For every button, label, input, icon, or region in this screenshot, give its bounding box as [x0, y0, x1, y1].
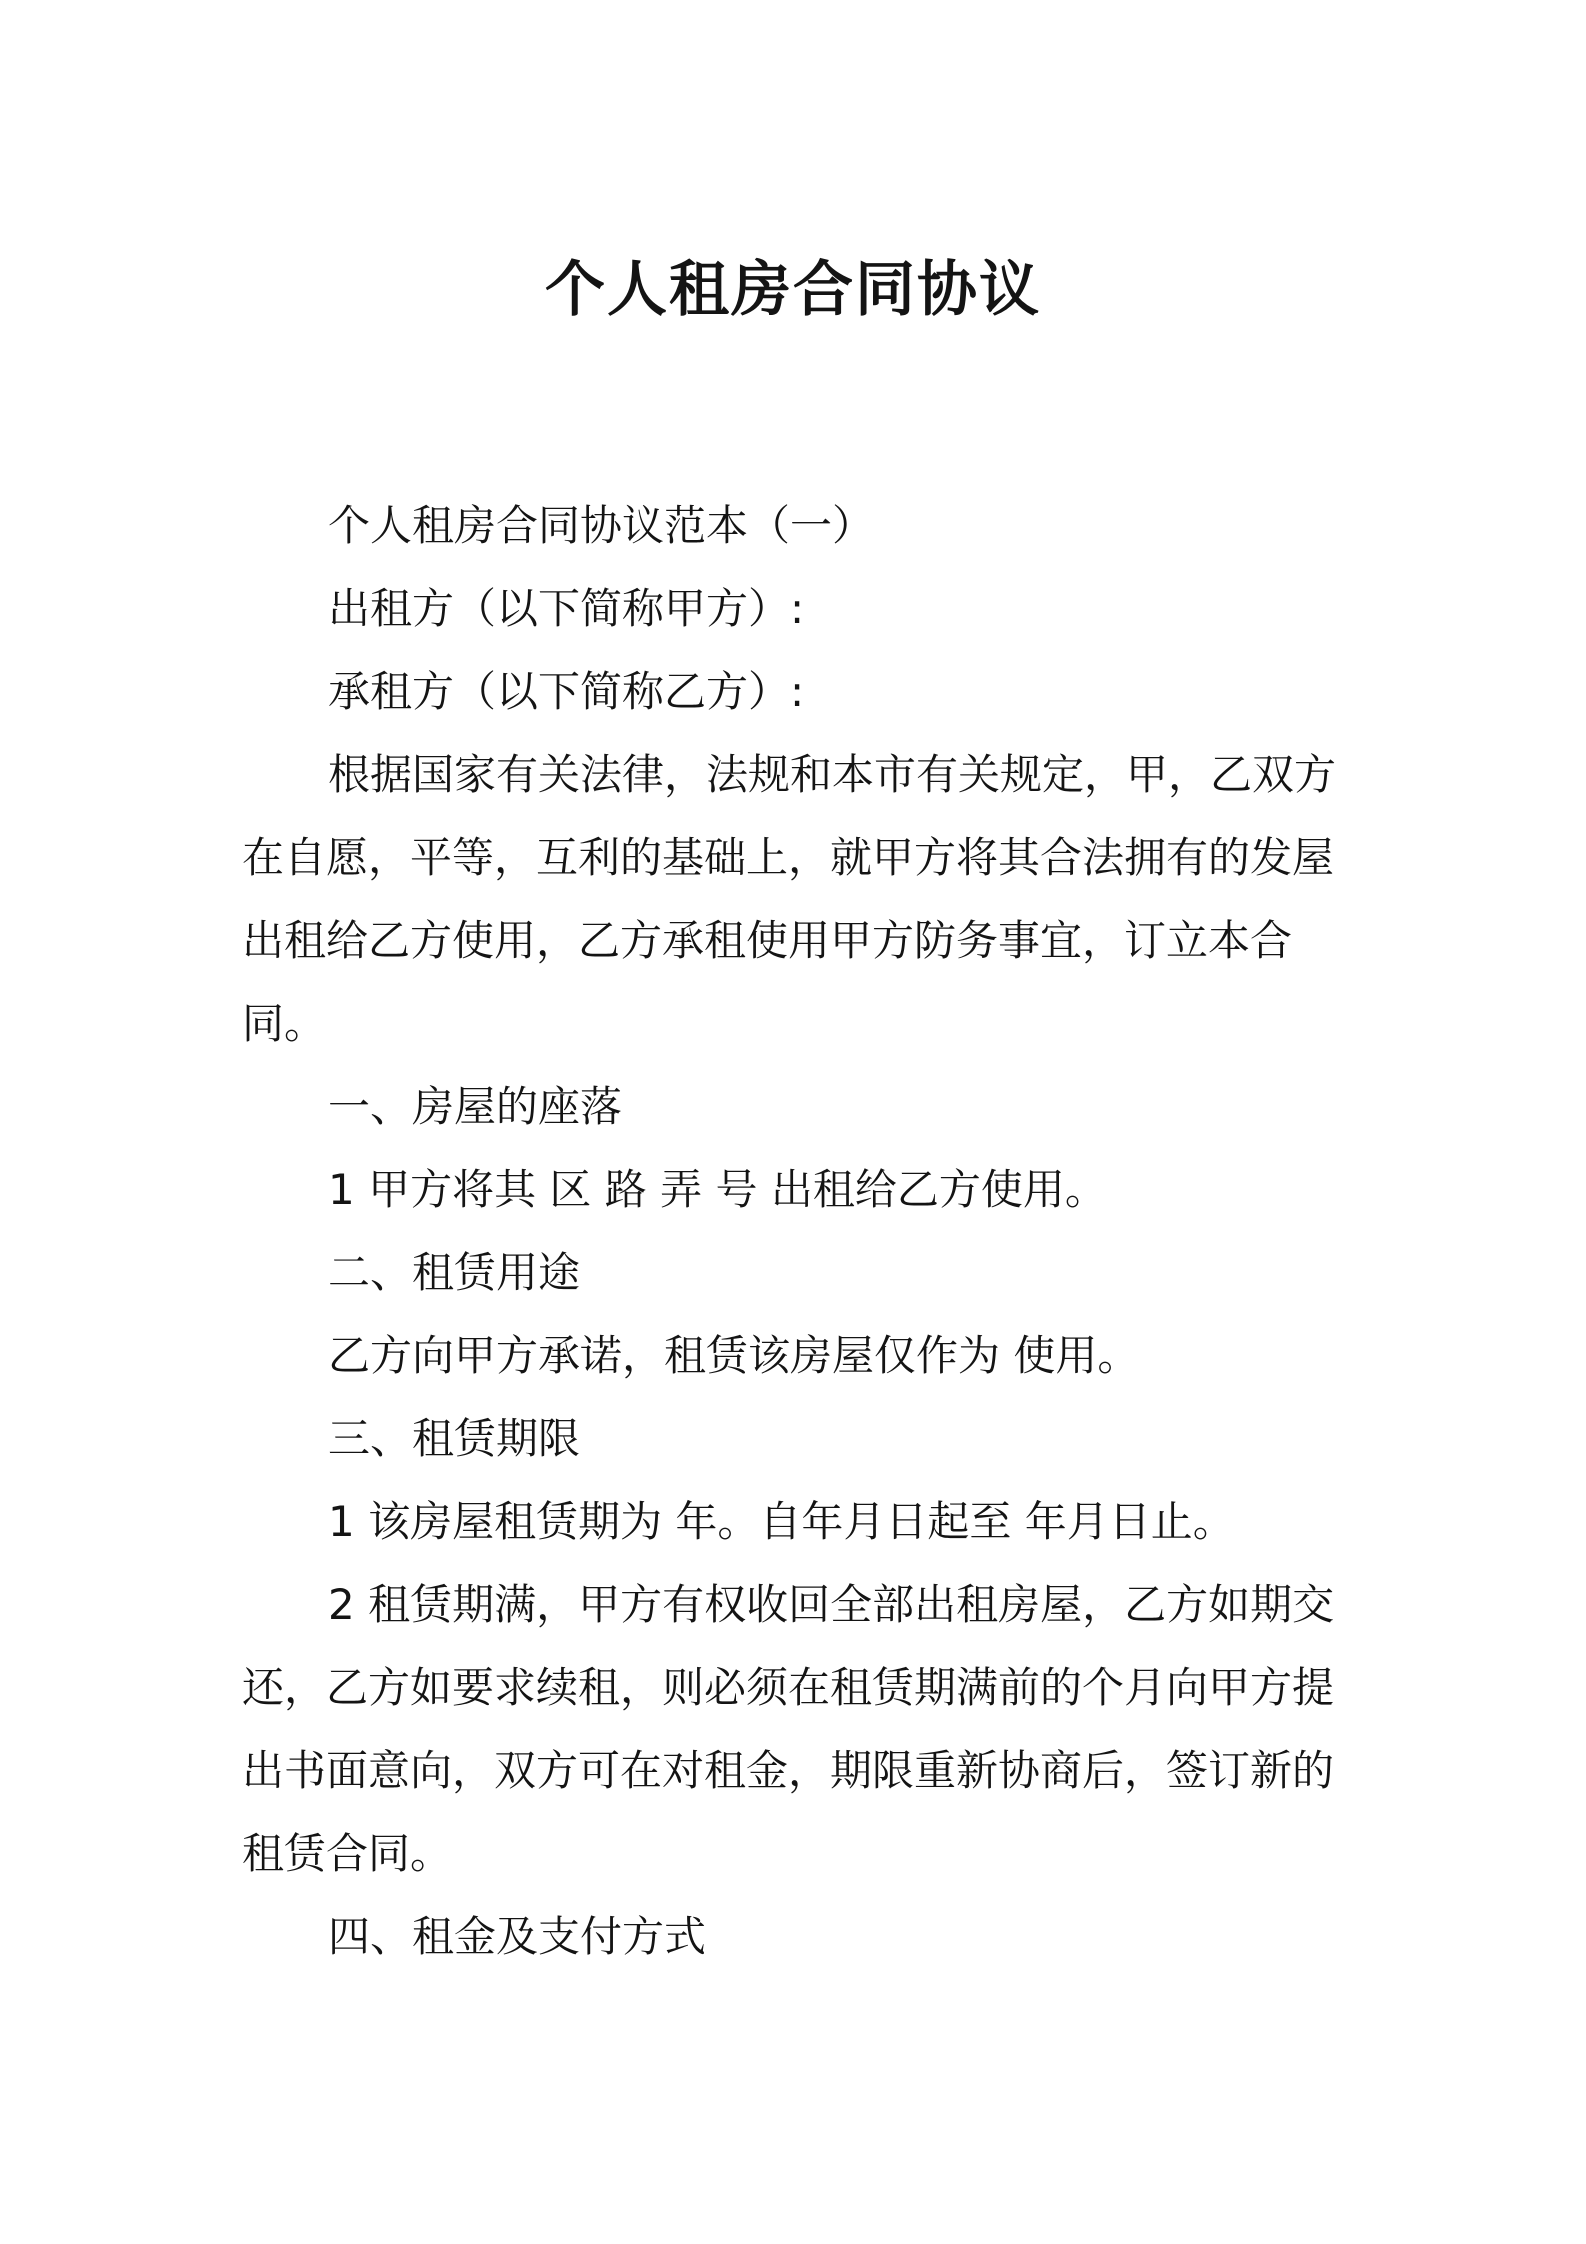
clause-term-1: 1 该房屋租赁期为 年。自年月日起至 年月日止。 — [328, 1497, 1235, 1546]
template-subtitle: 个人租房合同协议范本（一） — [328, 501, 875, 550]
section-heading-term: 三、租赁期限 — [328, 1414, 581, 1463]
clause-term-2: 2 租赁期满，甲方有权收回全部出租房屋，乙方如期交还，乙方如要求续租，则必须在租赁期满前的个月向甲方提出书面意向，双方可在对租金，期限重新协商后，签订新的租赁合同。 — [242, 1580, 1335, 1878]
document-title: 个人租房合同协议 — [545, 255, 1041, 325]
preamble-paragraph: 根据国家有关法律，法规和本市有关规定，甲，乙双方在自愿，平等，互利的基础上，就甲方将其合法拥有的发屋出租给乙方使用，乙方承租使用甲方防务事宜，订立本合同。 — [242, 750, 1337, 1048]
clause-location: 1 甲方将其 区 路 弄 号 出租给乙方使用。 — [328, 1165, 1107, 1214]
section-heading-rent: 四、租金及支付方式 — [328, 1912, 707, 1961]
section-heading-location: 一、房屋的座落 — [328, 1082, 623, 1131]
document-body — [242, 484, 1362, 1978]
lessee-line: 承租方（以下简称乙方）: — [328, 667, 805, 716]
clause-purpose: 乙方向甲方承诺，租赁该房屋仅作为 使用。 — [328, 1331, 1140, 1380]
lessor-line: 出租方（以下简称甲方）: — [328, 584, 805, 633]
section-heading-purpose: 二、租赁用途 — [328, 1248, 581, 1297]
